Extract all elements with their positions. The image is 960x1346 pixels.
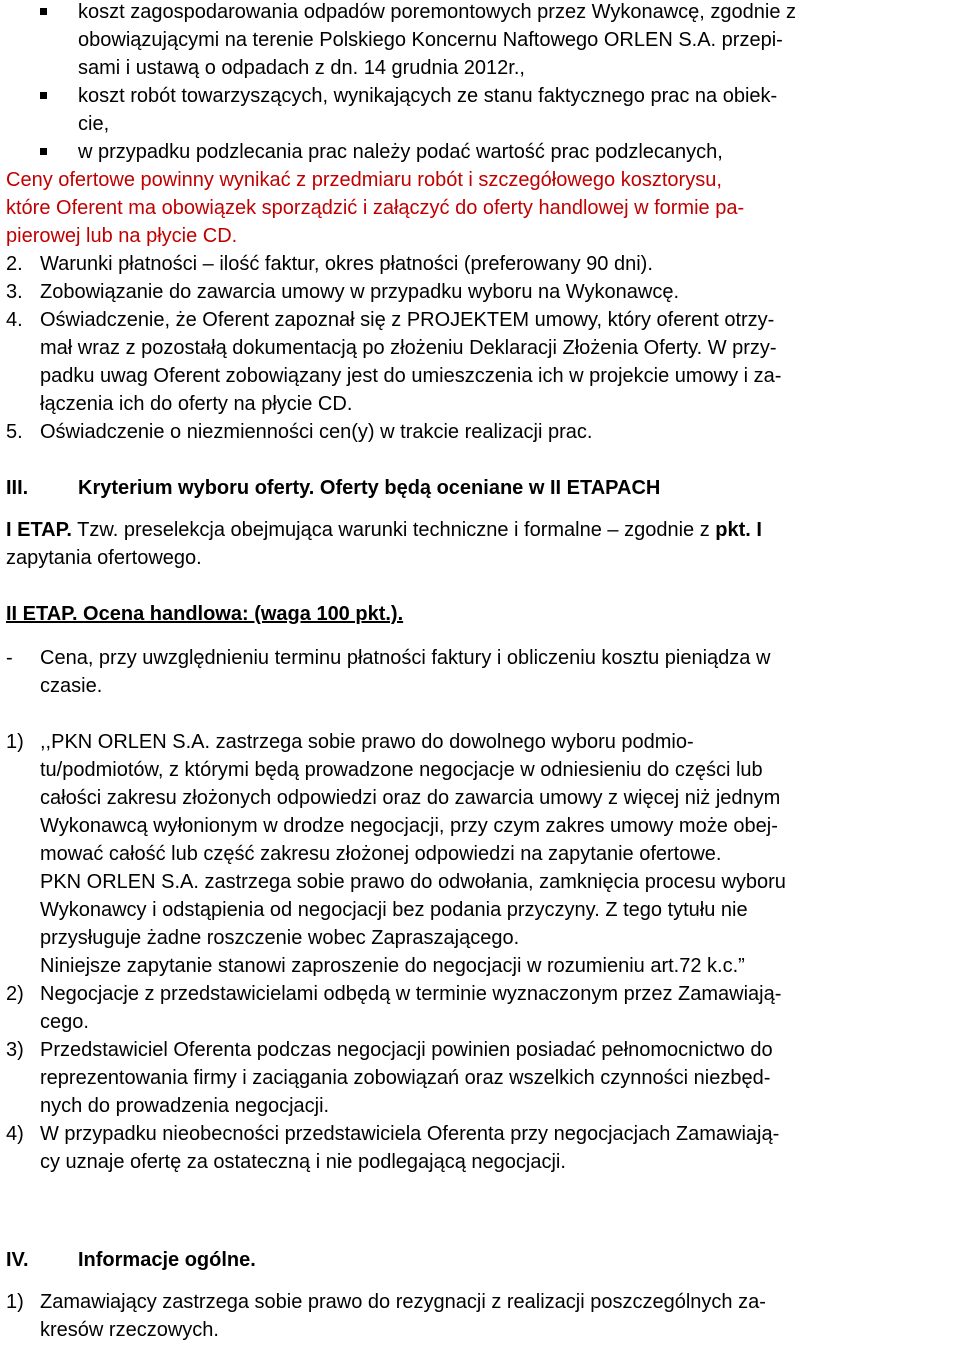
item-line: nych do prowadzenia negocjacji.	[40, 1095, 330, 1117]
item-line: PKN ORLEN S.A. zastrzega sobie prawo do odwołania, zamknięcia procesu wyboru	[40, 871, 786, 893]
item-number: 3.	[6, 281, 23, 303]
stage-2-heading: II ETAP. Ocena handlowa: (waga 100 pkt.).	[6, 603, 404, 625]
item-number: 2)	[6, 983, 24, 1005]
item-line: Oświadczenie, że Oferent zapoznał się z PROJEKTEM umowy, który oferent otrzy-	[40, 309, 775, 331]
item-number: 4.	[6, 309, 23, 331]
criteria-line: Cena, przy uwzględnieniu terminu płatności faktury i obliczeniu kosztu pieniądza w	[40, 647, 771, 669]
item-line: cego.	[40, 1011, 89, 1033]
bullet-marker	[40, 92, 47, 99]
bullet-line: w przypadku podzlecania prac należy podać wartość prac podzlecanych,	[78, 141, 723, 163]
bullet-line: obowiązującymi na terenie Polskiego Koncernu Naftowego ORLEN S.A. przepi-	[78, 29, 783, 51]
item-line: Negocjacje z przedstawicielami odbędą w terminie wyznaczonym przez Zamawiają-	[40, 983, 782, 1005]
item-number: 1)	[6, 731, 24, 753]
note-line: Ceny ofertowe powinny wynikać z przedmiaru robót i szczegółowego kosztorysu,	[6, 169, 722, 191]
item-line: cy uznaje ofertę za ostateczną i nie podlegającą negocjacji.	[40, 1151, 566, 1173]
item-line: łączenia ich do oferty na płycie CD.	[40, 393, 353, 415]
stage-1-line: zapytania ofertowego.	[6, 547, 202, 569]
item-line: Wykonawcą wyłonionym w drodze negocjacji, przy czym zakres umowy może obej-	[40, 815, 778, 837]
stage-1-label: I ETAP.	[6, 519, 72, 541]
item-line: ,,PKN ORLEN S.A. zastrzega sobie prawo do dowolnego wyboru podmio-	[40, 731, 694, 753]
item-line: W przypadku nieobecności przedstawiciela Oferenta przy negocjacjach Zamawiają-	[40, 1123, 780, 1145]
stage-1-line	[6, 516, 762, 544]
item-line: Niniejsze zapytanie stanowi zaproszenie do negocjacji w rozumieniu art.72 k.c.”	[40, 955, 745, 977]
stage-1-text: Tzw. preselekcja obejmująca warunki techniczne i formalne – zgodnie z	[71, 519, 716, 541]
item-number: 1)	[6, 1291, 24, 1313]
item-number: 2.	[6, 253, 23, 275]
item-line: padku uwag Oferent zobowiązany jest do umieszczenia ich w projekcie umowy i za-	[40, 365, 782, 387]
dash-marker: -	[6, 647, 13, 669]
section-number: III.	[6, 477, 29, 499]
item-number: 5.	[6, 421, 23, 443]
item-line: Oświadczenie o niezmienności cen(y) w trakcie realizacji prac.	[40, 421, 593, 443]
item-number: 3)	[6, 1039, 24, 1061]
bullet-marker	[40, 148, 47, 155]
note-line: pierowej lub na płycie CD.	[6, 225, 238, 247]
item-line: całości zakresu złożonych odpowiedzi oraz do zawarcia umowy z więcej niż jednym	[40, 787, 781, 809]
item-number: 4)	[6, 1123, 24, 1145]
bullet-marker	[40, 8, 47, 15]
bullet-line: sami i ustawą o odpadach z dn. 14 grudnia 2012r.,	[78, 57, 525, 79]
item-line: tu/podmiotów, z którymi będą prowadzone negocjacje w odniesieniu do części lub	[40, 759, 763, 781]
item-line: Warunki płatności – ilość faktur, okres płatności (preferowany 90 dni).	[40, 253, 653, 275]
item-line: mować całość lub część zakresu złożonej odpowiedzi na zapytanie ofertowe.	[40, 843, 722, 865]
bullet-line: koszt robót towarzyszących, wynikających ze stanu faktycznego prac na obiek-	[78, 85, 778, 107]
item-line: Wykonawcy i odstąpienia od negocjacji bez podania przyczyny. Z tego tytułu nie	[40, 899, 748, 921]
item-line: Zamawiający zastrzega sobie prawo do rezygnacji z realizacji poszczególnych za-	[40, 1291, 766, 1313]
stage-1-ref: pkt. I	[715, 519, 762, 541]
bullet-line: cie,	[78, 113, 110, 135]
item-line: przysługuje żadne roszczenie wobec Zapraszającego.	[40, 927, 520, 949]
section-title: Informacje ogólne.	[78, 1249, 256, 1271]
criteria-line: czasie.	[40, 675, 103, 697]
item-line: reprezentowania firmy i zaciągania zobowiązań oraz wszelkich czynności niezbęd-	[40, 1067, 771, 1089]
bullet-line: koszt zagospodarowania odpadów poremontowych przez Wykonawcę, zgodnie z	[78, 1, 796, 23]
item-line: mał wraz z pozostałą dokumentacją po złożeniu Deklaracji Złożenia Oferty. W przy-	[40, 337, 777, 359]
section-number: IV.	[6, 1249, 29, 1271]
section-title: Kryterium wyboru oferty. Oferty będą oceniane w II ETAPACH	[78, 477, 661, 499]
note-line: które Oferent ma obowiązek sporządzić i załączyć do oferty handlowej w formie pa-	[6, 197, 745, 219]
item-line: Zobowiązanie do zawarcia umowy w przypadku wyboru na Wykonawcę.	[40, 281, 680, 303]
item-line: Przedstawiciel Oferenta podczas negocjacji powinien posiadać pełnomocnictwo do	[40, 1039, 773, 1061]
item-line: kresów rzeczowych.	[40, 1319, 219, 1341]
